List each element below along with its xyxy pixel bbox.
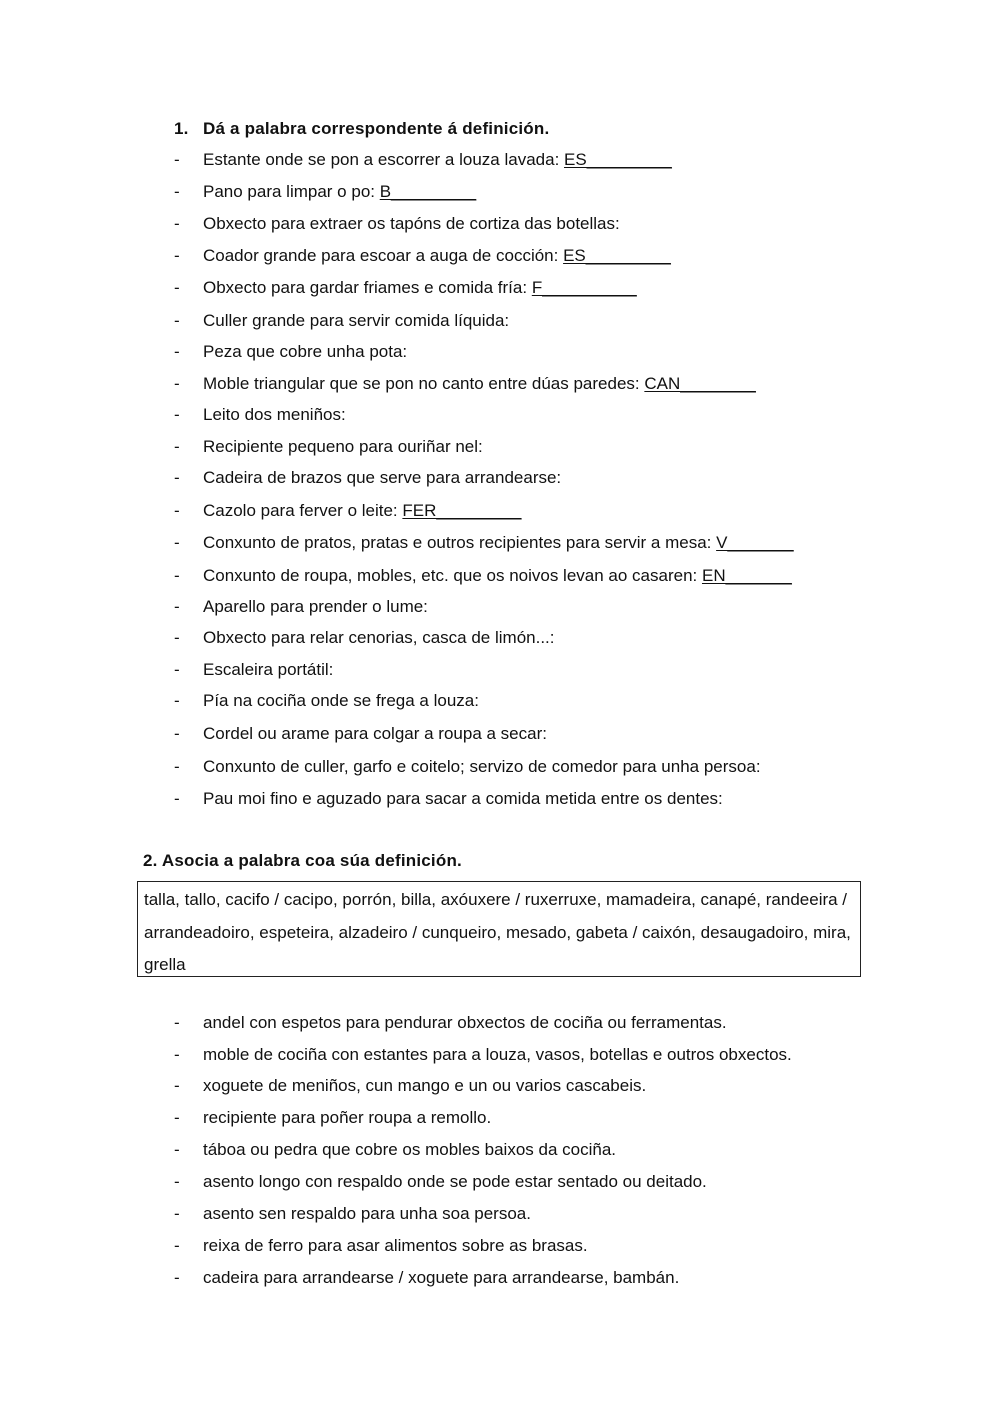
exercise-1-item bbox=[174, 468, 561, 488]
exercise-1-item-text: Cazolo para ferver o leite: bbox=[203, 501, 403, 520]
exercise-2-item bbox=[174, 1076, 646, 1096]
exercise-2-title: 2. Asocia a palabra coa súa definición. bbox=[143, 851, 462, 870]
bullet-dash: - bbox=[174, 246, 180, 265]
bullet-dash: - bbox=[174, 789, 180, 808]
bullet-dash: - bbox=[174, 405, 180, 424]
bullet-dash: - bbox=[174, 1076, 180, 1095]
exercise-1-item bbox=[174, 628, 555, 648]
exercise-1-item-text: Peza que cobre unha pota: bbox=[203, 342, 408, 361]
word-bank-box: talla, tallo, cacifo / cacipo, porrón, billa, axóuxere / ruxerruxe, mamadeira, canapé, randeeira / arrandeadoiro, espeteira, alzadeiro / cunqueiro, mesado, gabeta / caixón, desaugadoiro, mira, grella bbox=[137, 881, 861, 977]
exercise-1-item bbox=[174, 246, 671, 266]
bullet-dash: - bbox=[174, 597, 180, 616]
bullet-dash: - bbox=[174, 1013, 180, 1032]
exercise-2-item bbox=[174, 1140, 616, 1160]
bullet-dash: - bbox=[174, 437, 180, 456]
exercise-1-item-text: Culler grande para servir comida líquida: bbox=[203, 311, 510, 330]
exercise-1-item-text: Pía na cociña onde se frega a louza: bbox=[203, 691, 479, 710]
exercise-1-item-text: Conxunto de pratos, pratas e outros recipientes para servir a mesa: bbox=[203, 533, 717, 552]
exercise-1-item-text: Obxecto para extraer os tapóns de cortiza das botellas: bbox=[203, 214, 620, 233]
bullet-dash: - bbox=[174, 533, 180, 552]
exercise-2-item bbox=[174, 1013, 727, 1033]
exercise-1-item-text: Pau moi fino e aguzado para sacar a comida metida entre os dentes: bbox=[203, 789, 723, 808]
exercise-1-item-text: Escaleira portátil: bbox=[203, 660, 334, 679]
bullet-dash: - bbox=[174, 468, 180, 487]
exercise-1-item-text: Cadeira de brazos que serve para arrandearse: bbox=[203, 468, 562, 487]
exercise-1-item bbox=[174, 660, 333, 680]
bullet-dash: - bbox=[174, 1108, 180, 1127]
exercise-1-item-text: Conxunto de culler, garfo e coitelo; servizo de comedor para unha persoa: bbox=[203, 757, 761, 776]
exercise-1-heading bbox=[174, 119, 549, 139]
bullet-dash: - bbox=[174, 150, 180, 169]
exercise-2-item-text: andel con espetos para pendurar obxectos de cociña ou ferramentas. bbox=[203, 1013, 727, 1032]
exercise-1-item bbox=[174, 566, 792, 586]
exercise-1-item bbox=[174, 150, 672, 170]
exercise-1-title: Dá a palabra correspondente á definición. bbox=[203, 119, 550, 138]
exercise-1-item bbox=[174, 374, 756, 394]
exercise-1-answer-blank[interactable]: CAN________ bbox=[644, 374, 756, 393]
bullet-dash: - bbox=[174, 757, 180, 776]
bullet-dash: - bbox=[174, 501, 180, 520]
exercise-1-item bbox=[174, 789, 723, 809]
exercise-1-item-text: Aparello para prender o lume: bbox=[203, 597, 428, 616]
exercise-1-item bbox=[174, 501, 521, 521]
exercise-1-item bbox=[174, 724, 547, 744]
bullet-dash: - bbox=[174, 566, 180, 585]
exercise-2-item-text: táboa ou pedra que cobre os mobles baixos da cociña. bbox=[203, 1140, 616, 1159]
exercise-2-item bbox=[174, 1268, 679, 1288]
exercise-1-item bbox=[174, 691, 479, 711]
exercise-1-item-text: Coador grande para escoar a auga de cocción: bbox=[203, 246, 564, 265]
exercise-1-item-text: Moble triangular que se pon no canto entre dúas paredes: bbox=[203, 374, 645, 393]
bullet-dash: - bbox=[174, 660, 180, 679]
exercise-2-item-text: recipiente para poñer roupa a remollo. bbox=[203, 1108, 492, 1127]
exercise-2-item bbox=[174, 1045, 792, 1065]
exercise-1-item bbox=[174, 405, 346, 425]
exercise-1-item-text: Cordel ou arame para colgar a roupa a secar: bbox=[203, 724, 547, 743]
bullet-dash: - bbox=[174, 1172, 180, 1191]
exercise-1-item bbox=[174, 437, 483, 457]
exercise-2-item-text: asento sen respaldo para unha soa persoa. bbox=[203, 1204, 531, 1223]
exercise-1-item-text: Leito dos meniños: bbox=[203, 405, 346, 424]
exercise-1-item-text: Pano para limpar o po: bbox=[203, 182, 380, 201]
exercise-1-item bbox=[174, 311, 509, 331]
exercise-1-number: 1. bbox=[174, 119, 189, 138]
exercise-1-answer-blank[interactable]: ES_________ bbox=[564, 150, 672, 169]
exercise-1-item bbox=[174, 533, 794, 553]
exercise-1-answer-blank[interactable]: ES_________ bbox=[563, 246, 671, 265]
bullet-dash: - bbox=[174, 1236, 180, 1255]
exercise-1-item bbox=[174, 597, 428, 617]
bullet-dash: - bbox=[174, 724, 180, 743]
exercise-2-item-text: xoguete de meniños, cun mango e un ou varios cascabeis. bbox=[203, 1076, 647, 1095]
bullet-dash: - bbox=[174, 182, 180, 201]
exercise-1-answer-blank[interactable]: B_________ bbox=[379, 182, 477, 201]
bullet-dash: - bbox=[174, 214, 180, 233]
exercise-1-item bbox=[174, 757, 761, 777]
exercise-1-item-text: Conxunto de roupa, mobles, etc. que os noivos levan ao casaren: bbox=[203, 566, 702, 585]
bullet-dash: - bbox=[174, 278, 180, 297]
exercise-1-item-text: Obxecto para gardar friames e comida fría: bbox=[203, 278, 532, 297]
exercise-1-item bbox=[174, 342, 407, 362]
exercise-1-answer-blank[interactable]: F__________ bbox=[531, 278, 637, 297]
bullet-dash: - bbox=[174, 1204, 180, 1223]
exercise-1-item-text: Obxecto para relar cenorias, casca de limón...: bbox=[203, 628, 555, 647]
exercise-1-answer-blank[interactable]: FER_________ bbox=[402, 501, 522, 520]
exercise-1-item-text: Estante onde se pon a escorrer a louza lavada: bbox=[203, 150, 565, 169]
exercise-1-item bbox=[174, 182, 476, 202]
exercise-2-item-text: cadeira para arrandearse / xoguete para arrandearse, bambán. bbox=[203, 1268, 680, 1287]
exercise-1-answer-blank[interactable]: V_______ bbox=[716, 533, 794, 552]
bullet-dash: - bbox=[174, 628, 180, 647]
exercise-1-item bbox=[174, 214, 620, 234]
exercise-1-item-text: Recipiente pequeno para ouriñar nel: bbox=[203, 437, 483, 456]
bullet-dash: - bbox=[174, 1268, 180, 1287]
bullet-dash: - bbox=[174, 311, 180, 330]
bullet-dash: - bbox=[174, 1045, 180, 1064]
bullet-dash: - bbox=[174, 374, 180, 393]
exercise-2-item bbox=[174, 1204, 531, 1224]
bullet-dash: - bbox=[174, 691, 180, 710]
exercise-2-item-text: reixa de ferro para asar alimentos sobre as brasas. bbox=[203, 1236, 588, 1255]
exercise-1-item bbox=[174, 278, 637, 298]
exercise-2-item bbox=[174, 1172, 707, 1192]
exercise-2-item bbox=[174, 1236, 588, 1256]
exercise-2-item-text: asento longo con respaldo onde se pode estar sentado ou deitado. bbox=[203, 1172, 707, 1191]
bullet-dash: - bbox=[174, 1140, 180, 1159]
exercise-2-item bbox=[174, 1108, 491, 1128]
bullet-dash: - bbox=[174, 342, 180, 361]
exercise-1-answer-blank[interactable]: EN_______ bbox=[701, 566, 792, 585]
exercise-2-item-text: moble de cociña con estantes para a louza, vasos, botellas e outros obxectos. bbox=[203, 1045, 792, 1064]
